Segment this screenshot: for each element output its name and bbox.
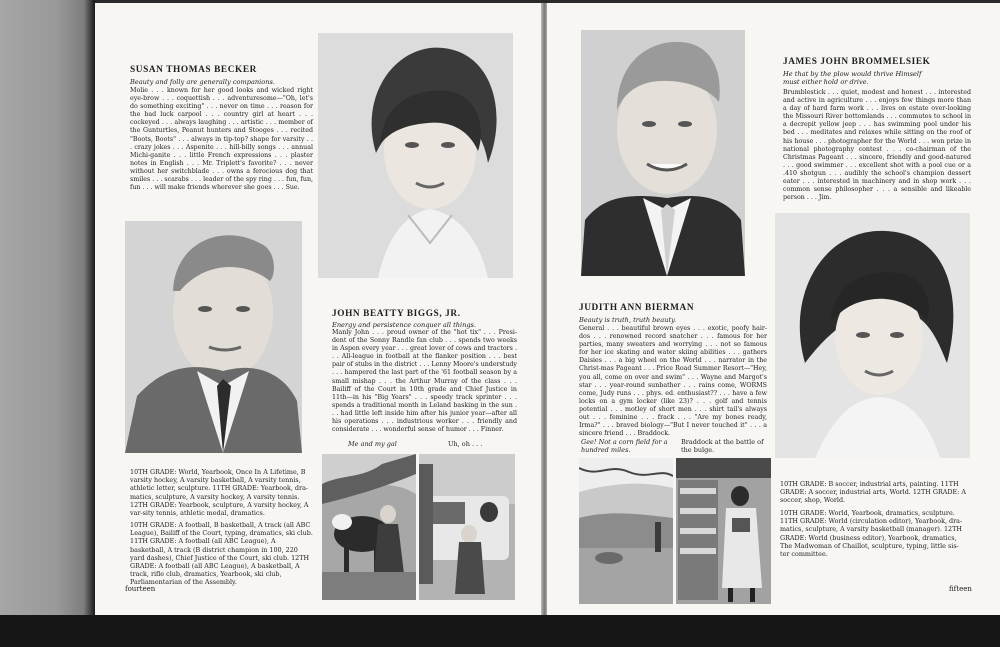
page-fifteen	[547, 3, 1000, 615]
bierman-bio: General . . . beautiful brown eyes . . . exotic, poofy hair-dos . . . renowned record snatcher . . . famous for her parties, many sweaters and worrying . . . not so famous for her ice skating and water skiing abilities . . . gathers Daisies . . . a big wheel on the World . . . narrator in the Christ-mas Pageant . . . Price Road Summer Resort—"Hey, you all, come on over and swim" . . . Wayne and Margot's star . . . year-round sunbather . . . rains come, WORMS come, Judy runs . . . phys. ed. enthusiast?? . . . have a few locks on a gym locker (like 23)? . . . golf and tennis potential . . . motley of short men . . . shirt tail's always out . . . feminine . . . frack . . . "Are my bones ready, Irma?" . . . braved biology—"But I never touched it" . . . a sincere friend . . . Braddock.	[579, 325, 767, 438]
caption-braddock: Braddock at the battle of the bulge.	[681, 438, 764, 454]
bierman-motto: Beauty is truth, truth beauty.	[579, 316, 677, 324]
brommelsiek-activities: 10TH GRADE: B soccer, industrial arts, painting. 11TH GRADE: A soccer, industrial arts, World. 12TH GRADE: A soccer, shop, World.	[780, 480, 966, 505]
bierman-portrait-image	[775, 213, 970, 458]
page-fourteen	[95, 3, 542, 615]
becker-activities: 10TH GRADE: World, Yearbook, Once In A Lifetime, B varsity hockey, A varsity basketball, A varsity tennis, athletic letter, sculpture. 11TH GRADE: Yearbook, dra-matics, sculpture, A varsity hockey, A varsity tennis. 12TH GRADE: Yearbook, sculpture, A varsity hockey, A var-sity tennis, athletic medal, dramatics.	[130, 468, 309, 518]
biggs-name: JOHN BEATTY BIGGS, JR.	[332, 309, 461, 319]
brommelsiek-portrait	[581, 30, 745, 276]
page-number-right: fifteen	[949, 585, 972, 593]
caption-field: Gee! Not a corn field for a hundred miles.	[581, 438, 668, 454]
biggs-bio: Manly John . . . proud owner of the "hot tix" . . . Presi-dent of the Sonny Randle fan club . . . spends two weeks in Aspen every year . . . great lover of cows and tractors . . . All-league in football at the flanker position . . . best pair of stubs in the district . . . Lenny Moore's understudy . . . hampered the last part of the '61 football season by a small mishap . . . the Arthur Murray of the class . . . Bailiff of the Court in 10th grade and Chief Justice in 11th—in his "Big Years" . . . speedy track sprinter . . . spends a traditional month in Leland basking in the sun . . . had little left inside him after his junior year—after all his operations . . . industrious worker . . . friendly and considerate . . . wonderful sense of humor . . . Finner.	[332, 329, 517, 434]
biggs-motto: Energy and persistence conquer all things.	[332, 321, 477, 329]
photo-field	[579, 458, 673, 604]
becker-name: SUSAN THOMAS BECKER	[130, 65, 257, 75]
brommelsiek-name: JAMES JOHN BROMMELSIEK	[783, 57, 931, 67]
page-number-left: fourteen	[125, 585, 156, 593]
becker-motto: Beauty and folly are generally companions.	[130, 78, 275, 86]
photo-car	[419, 454, 515, 600]
photo-cow-image	[322, 454, 416, 600]
brommelsiek-portrait-image	[581, 30, 745, 276]
becker-portrait	[318, 33, 513, 278]
scanner-bed-bottom	[0, 615, 1000, 647]
photo-cow	[322, 454, 416, 600]
photo-braddock-image	[676, 458, 771, 604]
scanner-bed-left	[0, 0, 95, 647]
bierman-activities: 10TH GRADE: World, Yearbook, dramatics, sculpture. 11TH GRADE: World (circulation editor), Yearbook, dra-matics, sculpture, A varsity basketball (manager). 12TH GRADE: World (business editor), Yearbook, dramatics, The Madwoman of Chaillot, sculpture, typing, little sis-ter committee.	[780, 509, 963, 559]
brommelsiek-bio: Brumblestick . . . quiet, modest and honest . . . interested and active in agriculture . . . enjoys few things more than a day of hard farm work . . . lives on estate over-looking the Missouri River bottomlands . . . commutes to school in a decrepit yellow jeep . . . has swimming pool under his bed . . . meditates and relaxes while sitting on the roof of his house . . . photographer for the World . . . won prize in national photography contest . . . co-chairman of the Christmas Pageant . . . sincere, friendly and good-natured . . . good swimmer . . . excellent shot with a pool cue or a .410 shotgun . . . audibly the school's champion dessert eater . . . interested in machinery and in shop work . . . common sense philosopher . . . a sensible and likeable person . . . Jim.	[783, 89, 971, 202]
becker-portrait-image	[318, 33, 513, 278]
photo-car-image	[419, 454, 515, 600]
becker-bio: Molie . . . known for her good looks and wicked right eye-brow . . . coquettish . . . adventuresome—"Oh, let's do something exciting" . . . never on time . . . reason for the bad luck carpool . . . country girl at heart . . . cockeyed . . . always laughing . . . artistic . . . member of the Gunturtles, Peanut hunters and Stooges . . . recited "Boots, Boots" . . . always in tip-top? shape for varsity . . . crazy jokes . . . Aspenite . . . hill-billy songs . . . annual Michi-ganite . . . little French expressions . . . plaster notes in English . . . Mr. Triplett's favorite? . . . never without her switchblade . . . owns a ferocious dog that smiles . . . scarabs . . . leader of the spy ring . . . fun, fun, fun . . . will make friends wherever she goes . . . Sue.	[130, 87, 313, 192]
bierman-portrait	[775, 213, 970, 458]
photo-field-image	[579, 458, 673, 604]
caption-cow: Me and my gal	[348, 440, 397, 448]
bierman-name: JUDITH ANN BIERMAN	[579, 303, 695, 313]
photo-braddock	[676, 458, 771, 604]
biggs-activities: 10TH GRADE: A football, B basketball, A track (all ABC League), Bailiff of the Court, typing, dramatics, ski club. 11TH GRADE: A football (all ABC League), A basketball, A track (B district champion in 100, 220 yard dashes), Chief Justice of the Court, ski club. 12TH GRADE: A football (all ABC League), A basketball, A track, rifle club, dramatics, Yearbook, ski club, Parliamentarian of the Assembly.	[130, 521, 313, 587]
caption-car: Uh, oh . . .	[448, 440, 483, 448]
biggs-portrait	[125, 221, 302, 453]
brommelsiek-motto: He that by the plow would thrive Himself must either hold or drive.	[783, 70, 922, 86]
biggs-portrait-image	[125, 221, 302, 453]
